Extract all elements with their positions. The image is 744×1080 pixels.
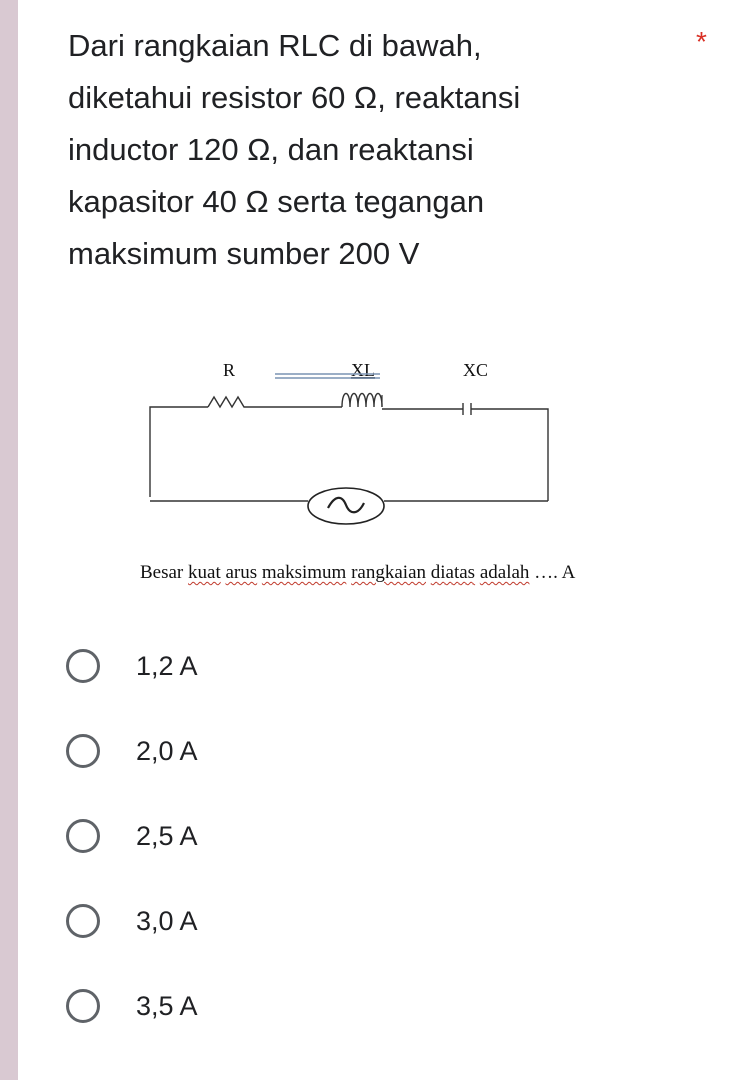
radio-button[interactable] bbox=[66, 649, 100, 683]
resistor-symbol bbox=[208, 397, 250, 407]
answer-option-label: 2,0 A bbox=[136, 735, 198, 766]
radio-button[interactable] bbox=[66, 904, 100, 938]
answer-option-label: 1,2 A bbox=[136, 650, 198, 681]
radio-button[interactable] bbox=[66, 734, 100, 768]
caption-word: rangkaian bbox=[351, 562, 426, 583]
rlc-circuit-diagram bbox=[130, 345, 570, 525]
answer-option-2[interactable] bbox=[66, 731, 366, 771]
answer-option-1[interactable] bbox=[66, 646, 366, 686]
question-line: maksimum sumber 200 V bbox=[68, 236, 420, 271]
answer-option-3[interactable] bbox=[66, 816, 366, 856]
capacitor-symbol bbox=[463, 403, 471, 415]
form-side-bar bbox=[0, 0, 18, 1080]
caption-tail: …. A bbox=[534, 562, 576, 583]
ac-source-symbol bbox=[308, 488, 384, 524]
caption-word: Besar bbox=[140, 562, 184, 583]
question-line: diketahui resistor 60 Ω, reaktansi bbox=[68, 80, 521, 115]
wire-left bbox=[150, 407, 208, 497]
label-xc: XC bbox=[463, 360, 489, 380]
inductor-symbol bbox=[342, 394, 382, 408]
caption-word: adalah bbox=[479, 562, 530, 583]
label-r: R bbox=[223, 360, 236, 380]
wire-right bbox=[471, 409, 548, 501]
radio-button[interactable] bbox=[66, 989, 100, 1023]
answer-option-label: 3,0 A bbox=[136, 905, 198, 936]
caption-word: arus bbox=[225, 562, 258, 583]
question-text bbox=[68, 20, 668, 280]
answer-option-5[interactable] bbox=[66, 986, 366, 1026]
caption-word: diatas bbox=[430, 562, 476, 583]
radio-button[interactable] bbox=[66, 819, 100, 853]
question-line: kapasitor 40 Ω serta tegangan bbox=[68, 184, 485, 219]
answer-option-label: 3,5 A bbox=[136, 990, 198, 1021]
question-line: Dari rangkaian RLC di bawah, bbox=[68, 28, 482, 63]
diagram-caption bbox=[140, 562, 575, 584]
answer-option-4[interactable] bbox=[66, 901, 366, 941]
label-xl: XL bbox=[351, 360, 375, 380]
caption-word: kuat bbox=[188, 562, 221, 583]
question-line: inductor 120 Ω, dan reaktansi bbox=[68, 132, 474, 167]
required-asterisk: * bbox=[696, 26, 707, 57]
caption-word: maksimum bbox=[261, 562, 347, 583]
answer-option-label: 2,5 A bbox=[136, 820, 198, 851]
